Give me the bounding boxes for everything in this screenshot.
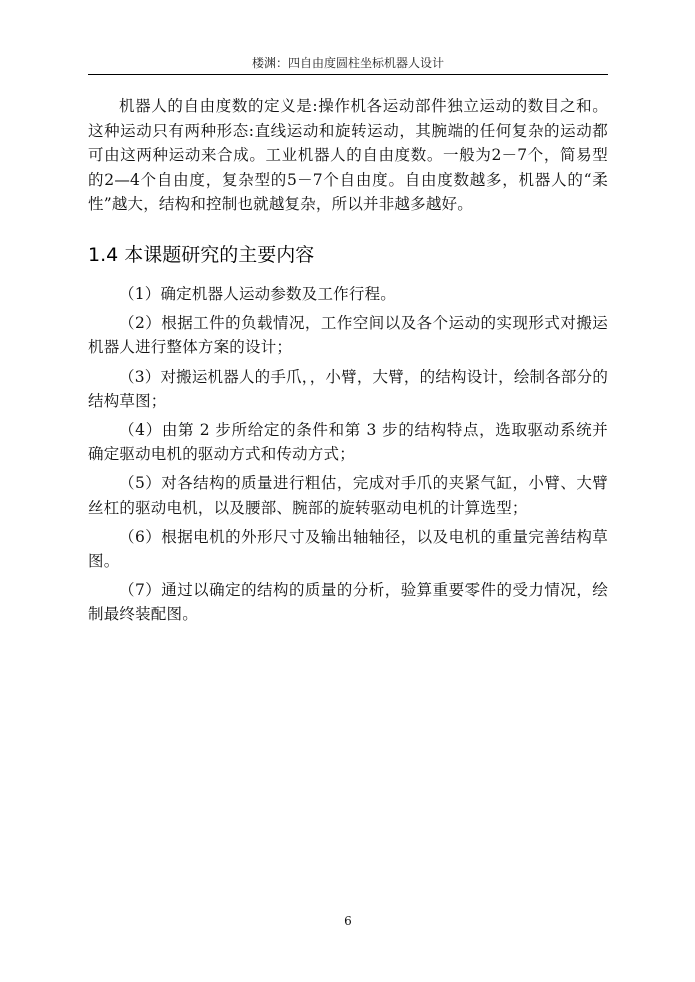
intro-text-block [88, 94, 608, 217]
list-item: （5）对各结构的质量进行粗估，完成对手爪的夹紧气缸，小臂、大臂丝杠的驱动电机，以及腰部、腕部的旋转驱动电机的计算选型； [88, 474, 608, 517]
list-item: （4）由第 2 步所给定的条件和第 3 步的结构特点，选取驱动系统并确定驱动电机的驱动方式和传动方式； [88, 421, 608, 464]
header-divider [88, 74, 608, 75]
running-header: 楼渊：四自由度圆柱坐标机器人设计 [251, 56, 444, 70]
list-item: （3）对搬运机器人的手爪，，小臂，大臂，的结构设计，绘制各部分的结构草图； [88, 367, 609, 410]
research-content-list [88, 282, 608, 632]
list-item: （6）根据电机的外形尺寸及输出轴轴径，以及电机的重量完善结构草图。 [88, 527, 608, 571]
list-item: （7）通过以确定的结构的质量的分析，验算重要零件的受力情况，绘制最终装配图。 [88, 581, 608, 624]
section-heading: 1.4 本课题研究的主要内容 [88, 244, 315, 266]
list-item: （1）确定机器人运动参数及工作行程。 [119, 285, 396, 303]
intro-paragraph: 机器人的自由度数的定义是:操作机各运动部件独立运动的数目之和。这种运动只有两种形态:直线运动和旋转运动，其腕端的任何复杂的运动都可由这两种运动来合成。工业机器人的自由度数。一般为2－7个，简易型的2—4个自由度，复杂型的5－7个自由度。自由度数越多，机器人的“柔性”越大，结构和控制也就越复杂，所以并非越多越好。 [88, 97, 608, 213]
list-item: （2）根据工件的负载情况，工作空间以及各个运动的实现形式对搬运机器人进行整体方案的设计； [88, 314, 608, 357]
page-number: 6 [344, 914, 352, 928]
